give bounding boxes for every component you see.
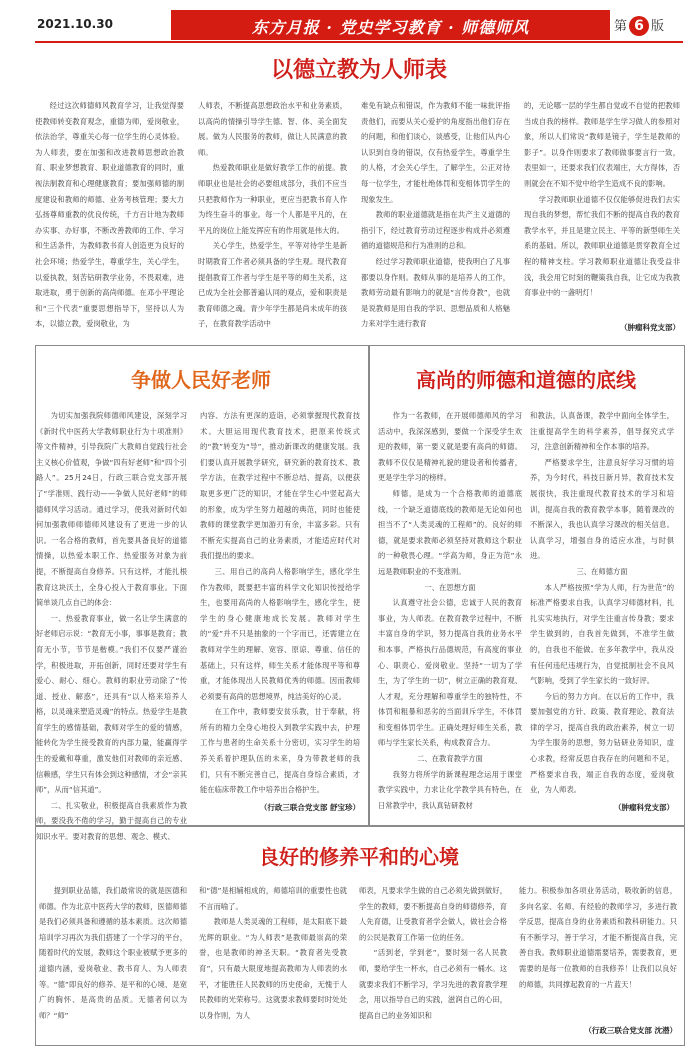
section-heading: 一、在思想方面 [424,582,476,592]
article-1-col-3 [361,98,510,338]
article-3-col-1 [378,408,522,818]
article-1-body [35,98,683,338]
paragraph: 教师的职业道德就是指在共产主义道德的指引下，经过教育劳动过程逐步构成并必须遵循的道德规范和行为准则的总和。 [361,210,510,251]
paragraph: 严格要求学生，注意良好学习习惯的培养，为今时代，科技日新月异，教育技术发展很快，我注重现代教育技术的学习和培训，提高自我的教育教学本事，随着课改的不断深入，我也认真学习课改的相关信息。认真学习，增强自身的适应水准，与时俱进。 [530,457,674,561]
article-1-title: 以德立教为人师表 [270,57,447,83]
paragraph: 本人严格按照“学为人师，行为世范”的标准严格要求自我，认真学习师德材料，扎扎实实地执行，对学生注重言传身教；要求学生做到的，自我首先做到，不准学生做的，自我也不能做。在多年教学中，我从没有任何违纪违规行为，自觉抵制社会不良风气影响，受到了学生家长的一致好评。 [530,582,674,686]
paragraph: 我努力将所学的新课程理念运用于课堂教学实践中，力求让化学教学具有特色，在日常教学中，我认真钻研教材 [378,769,522,810]
article-3-signature: （肿瘤科党支部） [614,803,674,812]
article-2-body [36,408,366,842]
page-number: 6 [629,16,649,36]
paragraph: “活到老，学到老”，要时刻一名人民教师，要给学生一杯水，自己必须有一桶水。这就要求我们不断学习，学习先进的教育教学理念，用以指导自己的实践，滋润自己的心田，提高自己的业务知识和 [359,948,507,1020]
paragraph: 师表，凡要求学生做的自己必须先做到做好，学生的教师，要不断提高自身的师德修养，育人先育德，让受教育者学会做人，做社会合格的公民是教育工作第一位的任务。 [359,886,507,942]
article-4-title: 良好的修养平和的心境 [259,845,459,869]
section-heading: 二、在教育教学方面 [417,754,483,764]
paragraph: 教师是人类灵魂的工程师，是太阳底下最光辉的职业。“为人师表”是教师最崇高的荣誉，也是教师的神圣天职。“教育者先受教育”，只有最大限度地提高教师为人师表的水平，才能胜任人民教师的历史使命，无愧于人民教师的光荣称号。这就要求教师要时时处处以身作则，为人 [199,917,347,1020]
paragraph: 经过学习教师职业道德，使我明白了凡事都要以身作则。教师从事的是培养人的工作，教师劳动最有影响力的就是“言传身教”，也就是说教师是用自我的学识、思想品质和人格魅力来对学生进行教育 [361,256,510,329]
article-1-col-4 [524,98,680,320]
article-4-col-2 [199,883,347,1041]
article-1-signature: （肿瘤科党支部） [620,323,680,332]
page-indicator [614,15,664,36]
article-4-col-1 [39,883,187,1041]
paragraph: 和“德”是相辅相成的，师德培训的重要性也就不言而喻了。 [199,886,347,911]
paragraph: 内容、方法有更深的造诣，必须掌握现代教育技术。大胆运用现代教育技术，把原来传统式的“教”转变为“导”，推动新课改的健康发展。我们要认真开展教学研究，研究新的教育技术、教学方法，在教学过程中不断总结、提高，以便获取更多更广泛的知识，才能在学生心中竖起高大的形象，成为学生努力超越的典范，同时也能使教师的课堂教学更加游刃有余，丰富多彩。只有不断充实提高自己的业务素质，才能适应时代对我们提出的要求。 [200,411,360,561]
paragraph: 一、热爱教育事业，做一名让学生满意的好老师启示说：“教育无小事，事事是教育；教育无小节，节节是楷模。”我们不仅要严谨治学，积极进取，开拓创新，同时还要对学生有爱心、耐心、细心。教师的职业劳动除了“传道、授业、解惑”，还具有“以人格来培养人格，以灵魂来塑造灵魂”的特点。热爱学生是教育学生的感情基础，教师对学生的爱的情感，能转化为学生接受教育的内部力量，能赢得学生的爱戴和尊重，激发他们对教师的亲近感、信赖感，学生只有体会到这种感情，才会“亲其师”，从而“信其道”。 [36,613,187,795]
paragraph: 热爱教师职业是做好教学工作的前提。教师职业也是社会的必要组成部分，我们不应当只把教师作为一种职业，更应当把教书育人作为终生奋斗的事业。每一个人都是平凡的，在平凡的岗位上能发挥应有的作用就是伟大的。 [198,163,347,235]
page-prefix: 第 [614,19,628,34]
paragraph: 认真遵守社会公德，忠诚于人民的教育事业，为人师表。在教育教学过程中，不断丰富自身的学识，努力提高自我的业务水平和本事，严格执行品德规范，有高度的事业心、职责心、爱岗敬业。坚持“一切为了学生，为了学生的一切”，树立正确的教育观、人才观，充分理解和尊重学生的独特性，不体罚和粗暴和恶劣的当面训斥学生，不体罚和变相体罚学生。正确处理好师生关系，教师与学生家长关系，构成教育合力。 [378,598,522,748]
paragraph: 提到职业品德，我们最常说的就是医德和师德。作为北京中医药大学的教师，医德师德是我们必须具备和遵循的基本素质。这次师德培训学习再次为我们搭建了一个学习的平台，随着时代的发展，教师这个职业被赋予更多的道德内涵，爱岗敬业、教书育人、为人师表等。“德”即良好的修养、是平和的心境、是宽广的胸怀、是高贵的品质。无德者何以为师？“师” [39,886,187,1020]
paragraph: 难免有缺点和错误，作为教师不能一味批评指责他们，而要从关心爱护的角度指出他们存在的问题，和他们谈心，谈感受，让他们从内心认识到自身的错误，仅有热爱学生，尊重学生的人格，才会关心学生，了解学生，公正对待每一位学生，才能杜绝体罚和变相体罚学生的现象发生。 [361,101,510,204]
article-4-signature: （行政三联合党支部 沈潜） [584,1026,677,1035]
paragraph: 学习教师职业道德不仅仅能够促进我们去实现自我的梦想，帮忙我们不断的提高自我的教育教学水平，并且是建立民主、平等的新型师生关系的基础。所以，教师职业道德是贯穿教育全过程的精神支柱。学习教师职业道德让我受益非浅，我会用它时刻的鞭策我自我，让它成为我教育事业中的一盏明灯！ [524,194,680,298]
article-4-col-4 [519,883,677,1023]
paragraph: 和教法，认真备课，教学中面向全体学生，注重提高学生的科学素养，倡导探究式学习，注意创新精神和全作本事的培养。 [530,411,674,452]
article-3-title: 高尚的师德和道德的底线 [416,368,636,392]
article-2-col-2 [200,408,360,800]
paragraph: 二、扎实敬业，积极提高自我素质作为教师，要没我不倦的学习，勤于提高自己的专业知识水平。要对教育的思想、观念、模式、 [36,800,187,842]
banner-bar [171,10,610,40]
article-1 [35,48,683,348]
article-2-title: 争做人民好老师 [131,368,271,392]
article-1-col-1 [35,98,184,338]
article-2 [36,346,366,842]
paragraph: 作为一名教师，在开展师德师风的学习活动中，我深深感到，要做一个深受学生欢迎的教师，第一要义就是要有高尚的师德。教师不仅仅是精神礼貌的建设者和传播者，更是学生学习的榜样。 [378,411,522,483]
article-4-body [39,883,679,1041]
article-1-col-2 [198,98,347,338]
paragraph: 今后的努力方向。在以后的工作中，我要加强党的方针、政策、教育理论、教育法律的学习，提高自我的政治素养，树立一切为学生服务的思想，努力钻研业务知识，虚心求教，经常反思自我存在的问题和不足，严格要求自我，端正自我的态度，爱岗敬业，为人师表。 [530,691,674,795]
paragraph: 关心学生，热爱学生，平等对待学生是新时期教育工作者必须具备的学生观。现代教育提倡教育工作者与学生是平等的师生关系，这已成为全社会都普遍认同的观点，爱和职责是教育师德之魂。青少年学生都是尚未成年的孩子，在教育教学活动中 [198,241,347,329]
paragraph: 师德，是成为一个合格教师的道德底线，一个缺乏道德底线的教师是无论如何也担当不了“人类灵魂的工程师”的。良好的师德，就是要求教师必须坚持对教师这个职业的一种敬畏心理。“学高为师，身正为范”永远是教师职业的不变准则。 [378,488,522,576]
page-header [0,0,700,42]
issue-date: 2021.10.30 [37,17,113,31]
paragraph: 经过这次师德师风教育学习，让我觉得要使教师转变教育观念，重德为师，爱岗敬业，依法治学，尊重关心每一位学生的心灵体验。为人师表，要在加强和改进教师思想政治教育、职业梦想教育、职业道德教育的同时，重视法制教育和心理健康教育；要加强师德的制度建设和教师的师德、业务考核管理；要大力弘扬尊师重教的优良传统，千方百计地为教师办实事、办好事，不断改善教师的工作、学习和生活条件，为教师教书育人创造更为良好的社会环境；热爱学生，尊重学生，关心学生，以爱执教，刻苦钻研教学业务，不畏艰难，进取进取，勇于创新的高尚师德。在邓小平理论和“三个代表”重要思想指导下，坚持以人为本，以德立教，爱岗敬业，为 [35,101,184,329]
paragraph: 三、用自己的高尚人格影响学生，感化学生作为教师，既要把丰富的科学文化知识传授给学生，也要用高尚的人格影响学生，感化学生，使学生的身心健康地成长发展。教师对学生的“爱”并不只是抽象的一个字而已，还需建立在教师对学生的理解、宽容、原谅、尊重、信任的基础上，只有这样，师生关系才能体现平等和尊重，才能体现出人民教师优秀的师德。因而教师必须要有高尚的思想境界，纯洁美好的心灵。 [200,566,360,701]
paragraph: 人师表，不断提高思想政治水平和业务素质，以高尚的情操引导学生德、智、体、美全面发展。做为人民服务的教师，做让人民满意的教师。 [198,101,347,157]
article-3-body [378,408,678,818]
article-4-col-3 [359,883,507,1041]
article-2-signature: （行政三联合党支部 舒宝珍） [259,803,360,812]
paragraph: 在工作中，教师要安贫乐教，甘于奉献，将所有的精力全身心地投入到教学实践中去，护理工作与患者的生命关系十分密切，实习学生的培养关系着护理队伍的未来，身为带教老师的我们，只有不断完善自己，提高自身综合素质，才能在临床带教工作中培养出合格护生。 [200,707,360,795]
paragraph: 能力。积极参加各项业务活动，吸收新的信息，多向名家、名师、有经验的教师学习，多进行教学反思，提高自身的业务素质和教科研能力。只有不断学习，善于学习，才能不断提高自我，完善自我。教师职业道德需要培养，需要教育，更需要的是每一位教师的自我修养！让我们以良好的师德，共同撑起教育的一片蓝天！ [519,886,677,989]
page-suffix: 版 [651,19,665,34]
article-3 [370,346,682,823]
paragraph: 为切实加强我院师德师风建设，深刻学习《新时代中医药大学教师职业行为十项准则》等文件精神，引导我院广大教师自觉践行社会主义核心价值观，争做“四有好老师”和“四个引路人”。25月24日，行政三联合党支部开展了“学准则、践行动——争做人民好老师”的师德师风学习活动。通过学习，使我对新时代如何加强教师师德师风建设有了更进一步的认识。一名合格的教师，首先要具备良好的道德情操，以热爱本职工作、热爱服务对象为前提，不断提高自身修养。只有这样，才能扎根教育这块沃土，全身心投入于教育事业。下面简单谈几点自己的体会： [36,411,187,608]
article-2-col-1 [36,408,187,842]
article-3-col-2 [530,408,674,800]
banner-title: 东方月报 · 党史学习教育 · 师德师风 [251,18,530,37]
article-4 [36,827,682,1043]
header-rule [35,41,683,43]
section-heading: 三、在师德方面 [576,566,628,576]
paragraph: 的，无论哪一层的学生都自觉或不自觉的把教师当成自我的榜样。教师是学生学习做人的参照对象，所以人们常说“教师是镜子，学生是教师的影子”。以身作则要求了教师做事要言行一致，表里如一，还要求我们仪表端庄，大方得体，否则就会在不知不觉中给学生造成不良的影响。 [524,101,680,188]
